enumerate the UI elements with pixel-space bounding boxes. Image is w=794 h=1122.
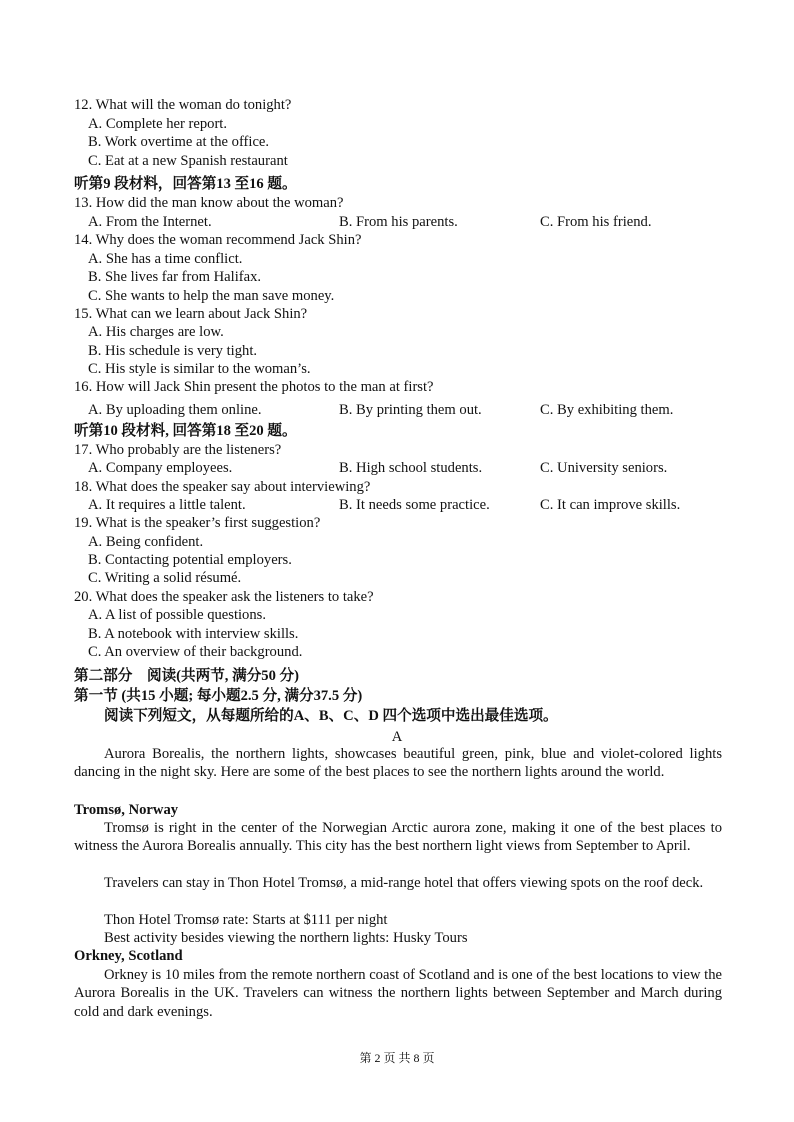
q20-option-b: B. A notebook with interview skills. <box>88 626 299 642</box>
question-14: 14. Why does the woman recommend Jack Shin? <box>74 232 362 248</box>
q20-option-a: A. A list of possible questions. <box>88 607 266 623</box>
q12-option-c: C. Eat at a new Spanish restaurant <box>88 153 288 169</box>
question-19: 19. What is the speaker’s first suggestion? <box>74 515 321 531</box>
orkney-paragraph-1-text: Orkney is 10 miles from the remote northern coast of Scotland and is one of the best locations to view the Aurora Borealis in the UK. Travelers can witness the northern lights between September and March during cold and dark evenings. <box>74 967 722 1020</box>
question-20: 20. What does the speaker ask the listeners to take? <box>74 589 374 605</box>
q17-option-c: C. University seniors. <box>540 460 668 476</box>
q19-option-c: C. Writing a solid résumé. <box>88 570 242 586</box>
q14-option-a: A. She has a time conflict. <box>88 251 243 267</box>
q16-option-c: C. By exhibiting them. <box>540 402 674 418</box>
tromso-title: Tromsø, Norway <box>74 802 179 818</box>
question-17: 17. Who probably are the listeners? <box>74 442 282 458</box>
q19-option-a: A. Being confident. <box>88 534 204 550</box>
q14-option-b: B. She lives far from Halifax. <box>88 269 262 285</box>
q14-option-c: C. She wants to help the man save money. <box>88 288 335 304</box>
question-15: 15. What can we learn about Jack Shin? <box>74 306 308 322</box>
tromso-hotel-rate: Thon Hotel Tromsø rate: Starts at $111 per night <box>104 912 388 928</box>
page-number: 第 2 页 共 8 页 <box>359 1051 435 1065</box>
q15-option-b: B. His schedule is very tight. <box>88 343 258 359</box>
reading-instructions: 阅读下列短文，从每题所给的A、B、C、D 四个选项中选出最佳选项。 <box>104 708 558 724</box>
q17-option-b: B. High school students. <box>339 460 483 476</box>
q18-option-b: B. It needs some practice. <box>339 497 490 513</box>
question-16: 16. How will Jack Shin present the photos to the man at first? <box>74 379 434 395</box>
q13-option-c: C. From his friend. <box>540 214 652 230</box>
question-12: 12. What will the woman do tonight? <box>74 97 292 113</box>
q13-option-a: A. From the Internet. <box>88 214 212 230</box>
tromso-paragraph-2 <box>74 874 722 892</box>
passage-intro <box>74 745 722 782</box>
passage-intro-text: Aurora Borealis, the northern lights, showcases beautiful green, pink, blue and violet-colored lights dancing in the night sky. Here are some of the best places to see the northern lights around the world. <box>74 746 722 781</box>
reading-section-heading: 第一节 (共15 小题; 每小题2.5 分, 满分37.5 分) <box>74 688 363 704</box>
reading-part-heading: 第二部分 阅读(共两节, 满分50 分) <box>74 668 299 684</box>
q16-option-a: A. By uploading them online. <box>88 402 262 418</box>
q17-option-a: A. Company employees. <box>88 460 233 476</box>
q18-option-c: C. It can improve skills. <box>540 497 681 513</box>
q19-option-b: B. Contacting potential employers. <box>88 552 292 568</box>
q13-option-b: B. From his parents. <box>339 214 458 230</box>
q12-option-b: B. Work overtime at the office. <box>88 134 270 150</box>
section-9-heading: 听第9 段材料，回答第13 至16 题。 <box>74 176 297 192</box>
q18-option-a: A. It requires a little talent. <box>88 497 246 513</box>
tromso-paragraph-2-text: Travelers can stay in Thon Hotel Tromsø, a mid-range hotel that offers viewing spots on the roof deck. <box>104 875 704 891</box>
q12-option-a: A. Complete her report. <box>88 116 228 132</box>
section-10-heading: 听第10 段材料, 回答第18 至20 题。 <box>74 423 297 439</box>
orkney-title: Orkney, Scotland <box>74 948 183 964</box>
question-13: 13. How did the man know about the woman? <box>74 195 344 211</box>
q15-option-c: C. His style is similar to the woman’s. <box>88 361 311 377</box>
q20-option-c: C. An overview of their background. <box>88 644 303 660</box>
question-18: 18. What does the speaker say about interviewing? <box>74 479 371 495</box>
orkney-paragraph-1 <box>74 966 722 1021</box>
q16-option-b: B. By printing them out. <box>339 402 482 418</box>
tromso-paragraph-1-text: Tromsø is right in the center of the Norwegian Arctic aurora zone, making it one of the best places to witness the Aurora Borealis annually. This city has the best northern light views from September to April. <box>74 820 722 855</box>
q15-option-a: A. His charges are low. <box>88 324 224 340</box>
tromso-best-activity: Best activity besides viewing the northern lights: Husky Tours <box>104 930 468 946</box>
tromso-paragraph-1 <box>74 819 722 856</box>
passage-label: A <box>391 729 403 745</box>
